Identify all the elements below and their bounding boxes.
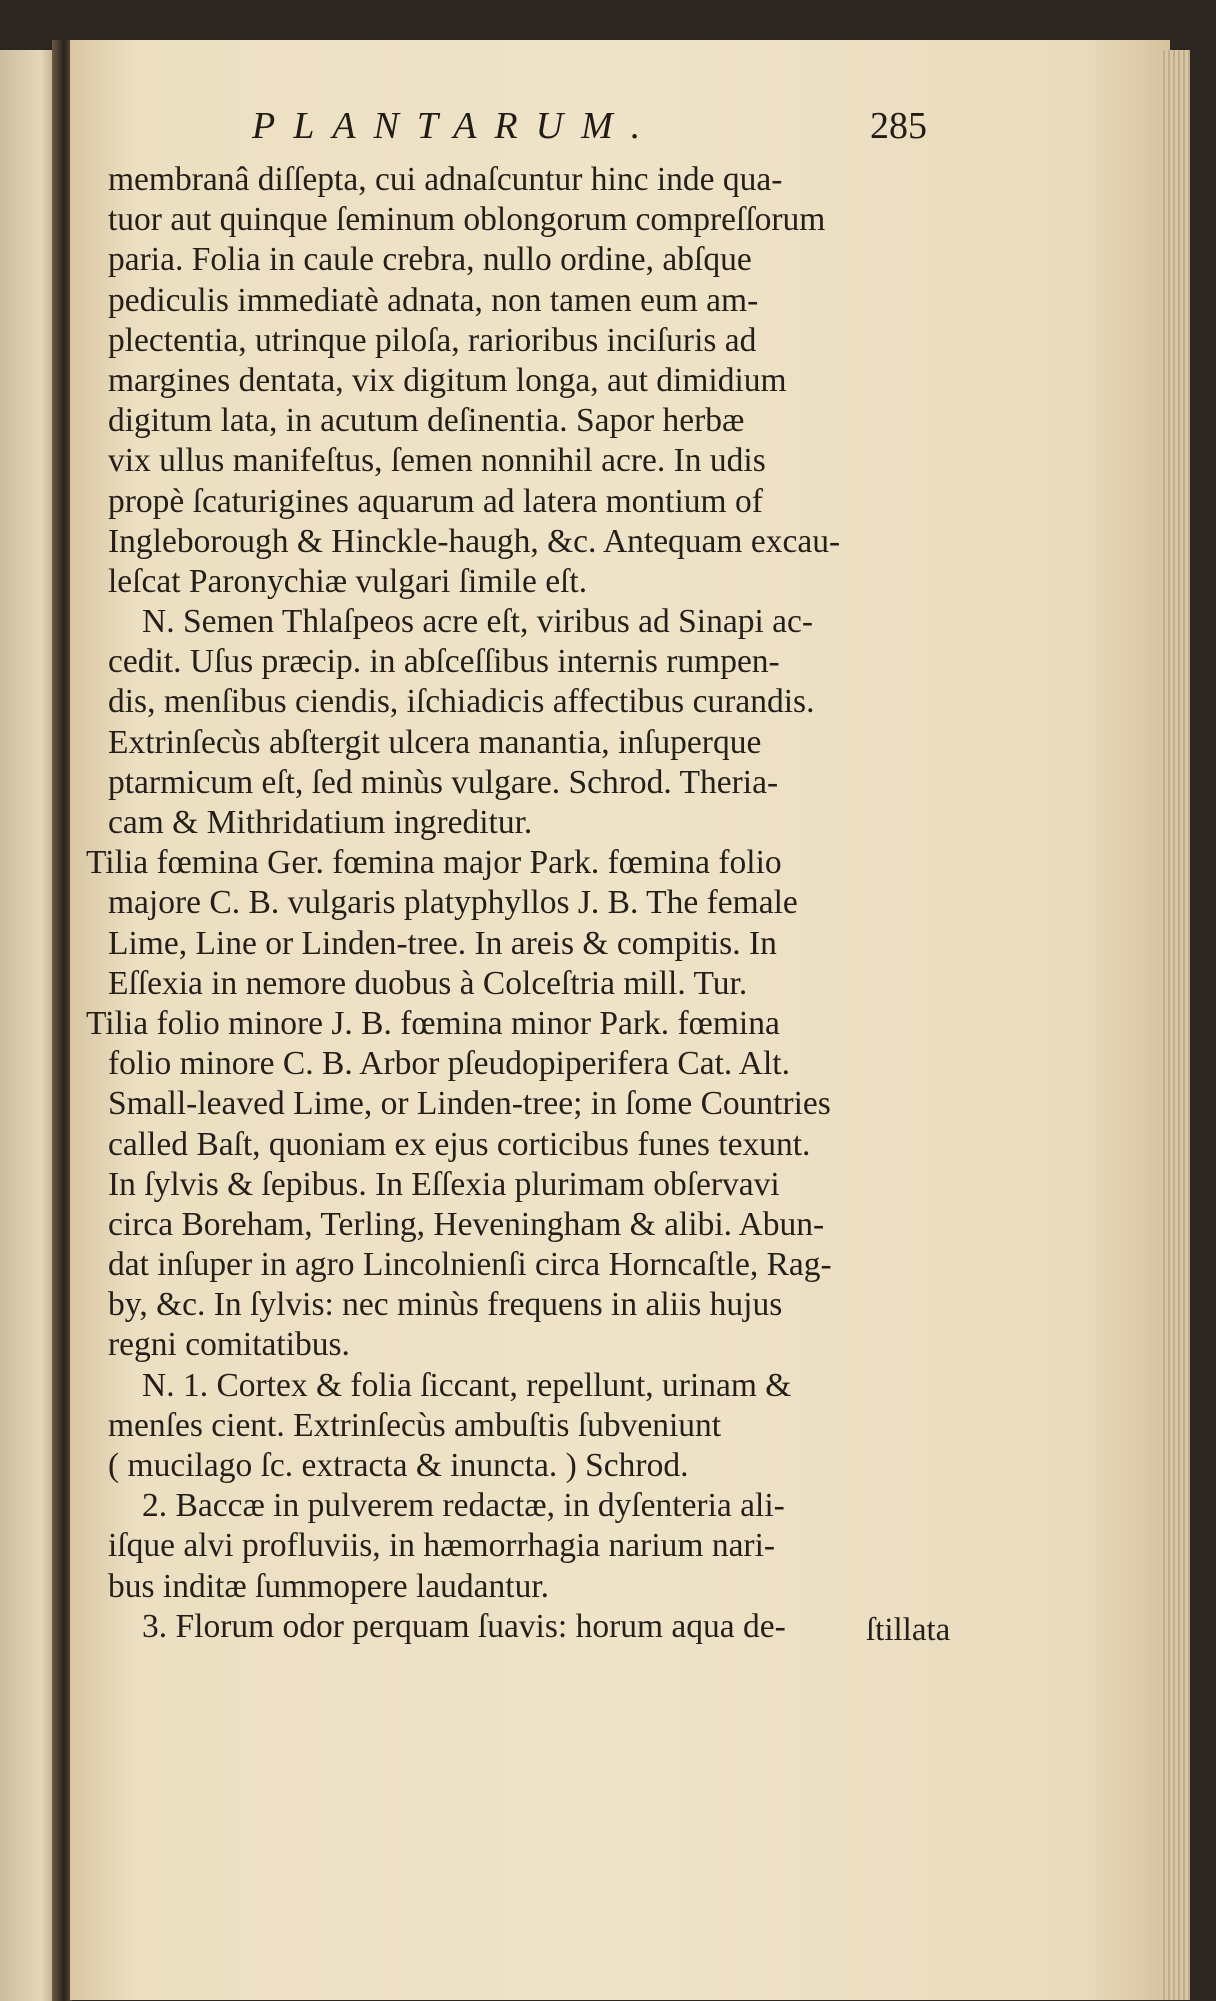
text-line: paria. Folia in caule crebra, nullo ordine, abſque bbox=[108, 241, 752, 279]
text-line: ( mucilago ſc. extracta & inuncta. ) Schrod. bbox=[108, 1447, 689, 1484]
text-line: pediculis immediatè adnata, non tamen eum am- bbox=[108, 281, 759, 319]
running-head: PLANTARUM. bbox=[252, 105, 659, 147]
text-line: Extrinſecùs abſtergit ulcera manantia, inſuperque bbox=[108, 723, 762, 761]
text-line: 3. Florum odor perquam ſuavis: horum aqua de- bbox=[142, 1607, 786, 1645]
text-line: menſes cient. Extrinſecùs ambuſtis ſubveniunt bbox=[108, 1406, 722, 1444]
book-gutter bbox=[52, 40, 72, 2001]
text-line: dat inſuper in agro Lincolnienſi circa Horncaſtle, Rag- bbox=[108, 1246, 832, 1284]
text-line: N. Semen Thlaſpeos acre eſt, viribus ad Sinapi ac- bbox=[142, 603, 814, 641]
text-line: Lime, Line or Linden-tree. In areis & compitis. In bbox=[108, 924, 777, 962]
text-line: digitum lata, in acutum deſinentia. Sapor herbæ bbox=[108, 402, 745, 440]
body-text bbox=[86, 160, 968, 1647]
text-line: Eſſexia in nemore duobus à Colceſtria mill. Tur. bbox=[108, 964, 748, 1002]
text-line: margines dentata, vix digitum longa, aut dimidium bbox=[108, 361, 787, 399]
text-line: iſque alvi profluviis, in hæmorrhagia narium nari- bbox=[108, 1527, 776, 1565]
text-line: N. 1. Cortex & folia ſiccant, repellunt, urinam & bbox=[142, 1366, 792, 1404]
text-line: by, &c. In ſylvis: nec minùs frequens in aliis hujus bbox=[108, 1286, 783, 1324]
text-line: ptarmicum eſt, ſed minùs vulgare. Schrod. Theria- bbox=[108, 763, 779, 801]
text-line: cam & Mithridatium ingreditur. bbox=[108, 804, 533, 841]
text-line: Tilia folio minore J. B. fœmina minor Park. fœmina bbox=[86, 1004, 780, 1042]
text-line: majore C. B. vulgaris platyphyllos J. B. The female bbox=[108, 884, 798, 922]
text-line: cedit. Uſus præcip. in abſceſſibus internis rumpen- bbox=[108, 643, 780, 681]
text-line: 2. Baccæ in pulverem redactæ, in dyſenteria ali- bbox=[142, 1487, 785, 1525]
text-line: In ſylvis & ſepibus. In Eſſexia plurimam obſervavi bbox=[108, 1165, 780, 1203]
text-line: bus inditæ ſummopere laudantur. bbox=[108, 1567, 550, 1605]
text-line: Tilia fœmina Ger. fœmina major Park. fœmina folio bbox=[86, 844, 782, 882]
page-stack-edge bbox=[1160, 50, 1190, 2000]
text-line: Ingleborough & Hinckle-haugh, &c. Antequam excau- bbox=[108, 522, 841, 560]
facing-page-edge bbox=[0, 50, 58, 2001]
page-number: 285 bbox=[870, 105, 927, 147]
text-line: membranâ diſſepta, cui adnaſcuntur hinc inde qua- bbox=[108, 161, 783, 198]
text-line: tuor aut quinque ſeminum oblongorum compreſſorum bbox=[108, 201, 826, 239]
catchword: ſtillata bbox=[866, 1612, 951, 1648]
text-line: propè ſcaturigines aquarum ad latera montium of bbox=[108, 482, 763, 520]
text-line: called Baſt, quoniam ex ejus corticibus funes texunt. bbox=[108, 1125, 811, 1163]
text-line: regni comitatibus. bbox=[108, 1326, 350, 1364]
text-line: circa Boreham, Terling, Heveningham & alibi. Abun- bbox=[108, 1205, 825, 1243]
text-line: Small-leaved Lime, or Linden-tree; in ſome Countries bbox=[108, 1085, 831, 1123]
text-line: leſcat Paronychiæ vulgari ſimile eſt. bbox=[108, 562, 588, 600]
text-line: vix ullus manifeſtus, ſemen nonnihil acre. In udis bbox=[108, 442, 766, 480]
text-line: dis, menſibus ciendis, iſchiadicis affectibus curandis. bbox=[108, 683, 815, 721]
text-line: plectentia, utrinque piloſa, rarioribus inciſuris ad bbox=[108, 321, 757, 359]
text-line: folio minore C. B. Arbor pſeudopiperifera Cat. Alt. bbox=[108, 1045, 790, 1083]
